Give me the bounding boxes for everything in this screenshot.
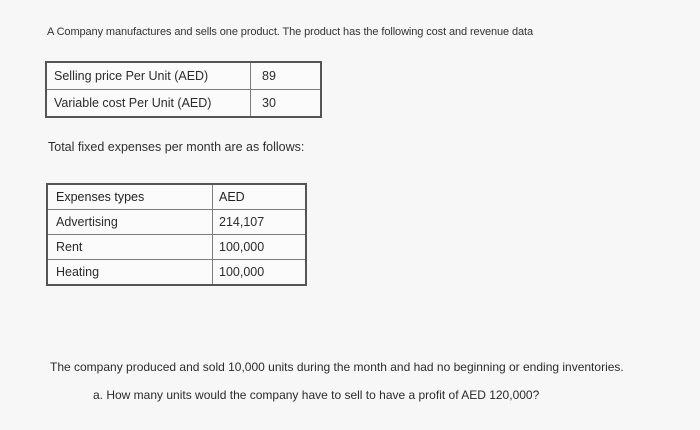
variable-cost-label: Variable cost Per Unit (AED)	[46, 90, 251, 118]
fixed-expenses-heading: Total fixed expenses per month are as follows:	[48, 140, 305, 154]
aed-header: AED	[213, 184, 307, 210]
question-a-text: a. How many units would the company have to sell to have a profit of AED 120,000?	[93, 388, 540, 402]
expenses-type-header: Expenses types	[47, 184, 213, 210]
table-row	[46, 62, 321, 90]
expense-amount: 100,000	[213, 260, 307, 286]
fixed-expenses-table	[46, 183, 307, 286]
production-info-text: The company produced and sold 10,000 units during the month and had no beginning or ending inventories.	[50, 360, 624, 374]
variable-cost-value: 30	[251, 90, 322, 118]
table-row	[47, 235, 306, 260]
intro-text: A Company manufactures and sells one product. The product has the following cost and revenue data	[47, 26, 534, 38]
expense-name: Rent	[47, 235, 213, 260]
table-row	[47, 260, 306, 286]
selling-price-value: 89	[251, 62, 322, 90]
selling-price-label: Selling price Per Unit (AED)	[46, 62, 251, 90]
expense-name: Heating	[47, 260, 213, 286]
expense-name: Advertising	[47, 210, 213, 235]
table-row	[46, 90, 321, 118]
table-header-row	[47, 184, 306, 210]
expense-amount: 100,000	[213, 235, 307, 260]
table-row	[47, 210, 306, 235]
expense-amount: 214,107	[213, 210, 307, 235]
price-cost-table	[45, 61, 322, 118]
